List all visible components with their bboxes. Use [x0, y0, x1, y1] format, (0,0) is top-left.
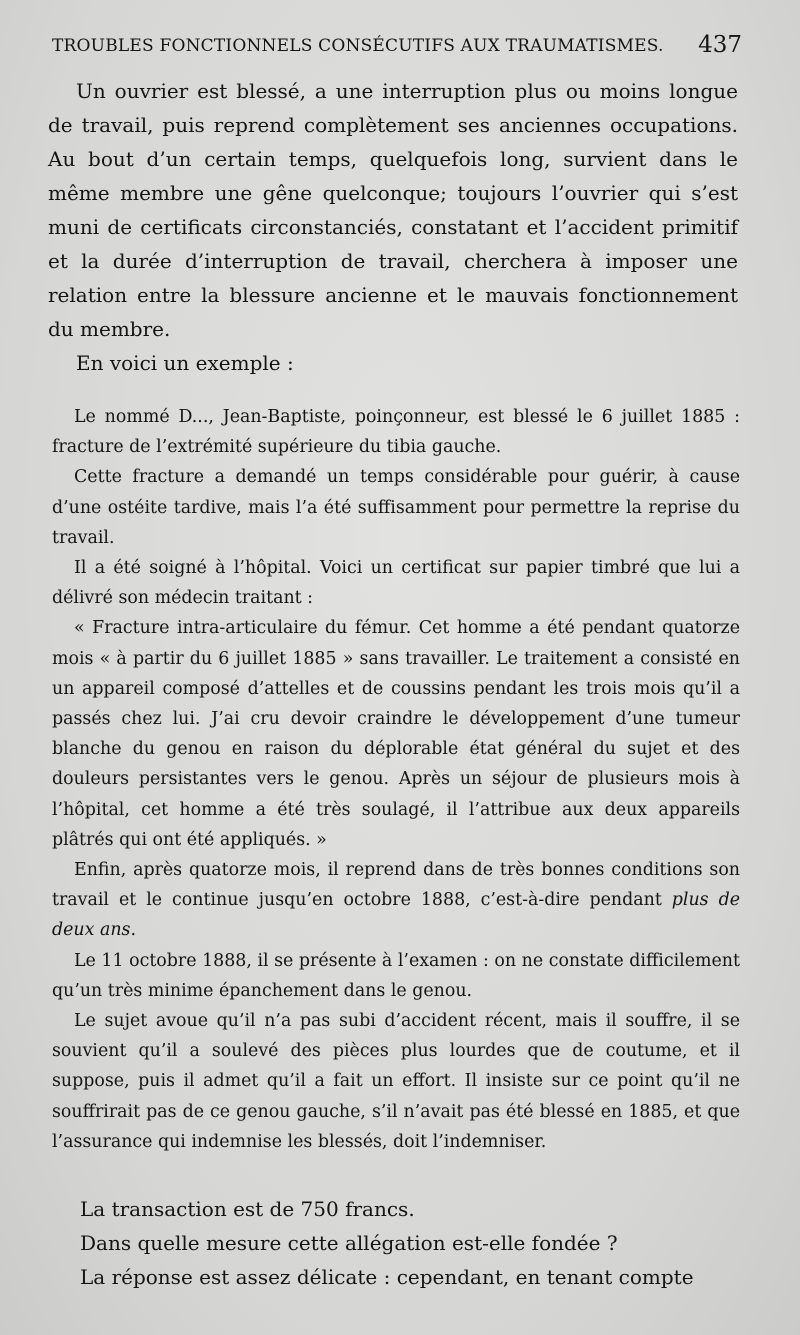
- case-paragraph-7: Le sujet avoue qu’il n’a pas subi d’accident récent, mais il souffre, il se souvient qu’il a soulevé des pièces plus lourdes que de coutume, et il suppose, puis il admet qu’il a fait un effort. Il insiste sur ce point qu’il ne souffrirait pas de ce genou gauche, s’il n’avait pas été blessé en 1885, et que l’assurance qui indemnise les blessés, doit l’indemniser.: [52, 1011, 740, 1152]
- page-header: [52, 32, 742, 72]
- case-paragraph-3: Il a été soigné à l’hôpital. Voici un certificat sur papier timbré que lui a délivré son médecin traitant :: [52, 558, 740, 609]
- example-lead-in: En voici un exemple :: [76, 351, 294, 375]
- running-head: TROUBLES FONCTIONNELS CONSÉCUTIFS AUX TRAUMATISMES.: [52, 36, 664, 56]
- case-paragraph-5-end: .: [130, 920, 136, 941]
- case-paragraph-5-text: Enfin, après quatorze mois, il reprend dans de très bonnes conditions son travail et le continue jusqu’en octobre 1888, c’est-à-dire pendant: [52, 860, 740, 911]
- medical-certificate-quote: « Fracture intra-articulaire du fémur. Cet homme a été pendant quatorze mois « à partir du 6 juillet 1885 » sans travailler. Le traitement a consisté en un appareil composé d’attelles et de coussins pendant les trois mois qu’il a passés chez lui. J’ai cru devoir craindre le développement d’une tumeur blanche du genou en raison du déplorable état général du sujet et des douleurs persistantes vers le genou. Après un séjour de plusieurs mois à l’hôpital, cet homme a été très soulagé, il l’attribue aux deux appareils plâtrés qui ont été appliqués. »: [52, 618, 740, 850]
- case-paragraph-2: Cette fracture a demandé un temps considérable pour guérir, à cause d’une ostéite tardive, mais l’a été suffisamment pour permettre la reprise du travail.: [52, 467, 740, 548]
- case-paragraph-6: Le 11 octobre 1888, il se présente à l’examen : on ne constate difficilement qu’un très minime épanchement dans le genou.: [52, 950, 740, 1001]
- case-report: [52, 402, 740, 1157]
- closing-paragraph-2: Dans quelle mesure cette allégation est-elle fondée ?: [80, 1231, 618, 1255]
- page-number: 437: [698, 32, 742, 58]
- intro-section: [48, 74, 738, 380]
- closing-section: [52, 1192, 742, 1294]
- case-paragraph-1: Le nommé D..., Jean-Baptiste, poinçonneur, est blessé le 6 juillet 1885 : fracture de l’extrémité supérieure du tibia gauche.: [52, 407, 740, 458]
- closing-paragraph-3: La réponse est assez délicate : cependant, en tenant compte: [80, 1265, 694, 1289]
- case-paragraph-5-italic: plus de deux ans: [52, 890, 740, 941]
- closing-paragraph-1: La transaction est de 750 francs.: [80, 1197, 415, 1221]
- intro-paragraph: Un ouvrier est blessé, a une interruption plus ou moins longue de travail, puis reprend complètement ses anciennes occupations. Au bout d’un certain temps, quelquefois long, survient dans le même membre une gêne quelconque; toujours l’ouvrier qui s’est muni de certificats circonstanciés, constatant et l’accident primitif et la durée d’interruption de travail, cherchera à imposer une relation entre la blessure ancienne et le mauvais fonctionnement du membre.: [48, 79, 738, 341]
- case-paragraph-5: [52, 855, 740, 946]
